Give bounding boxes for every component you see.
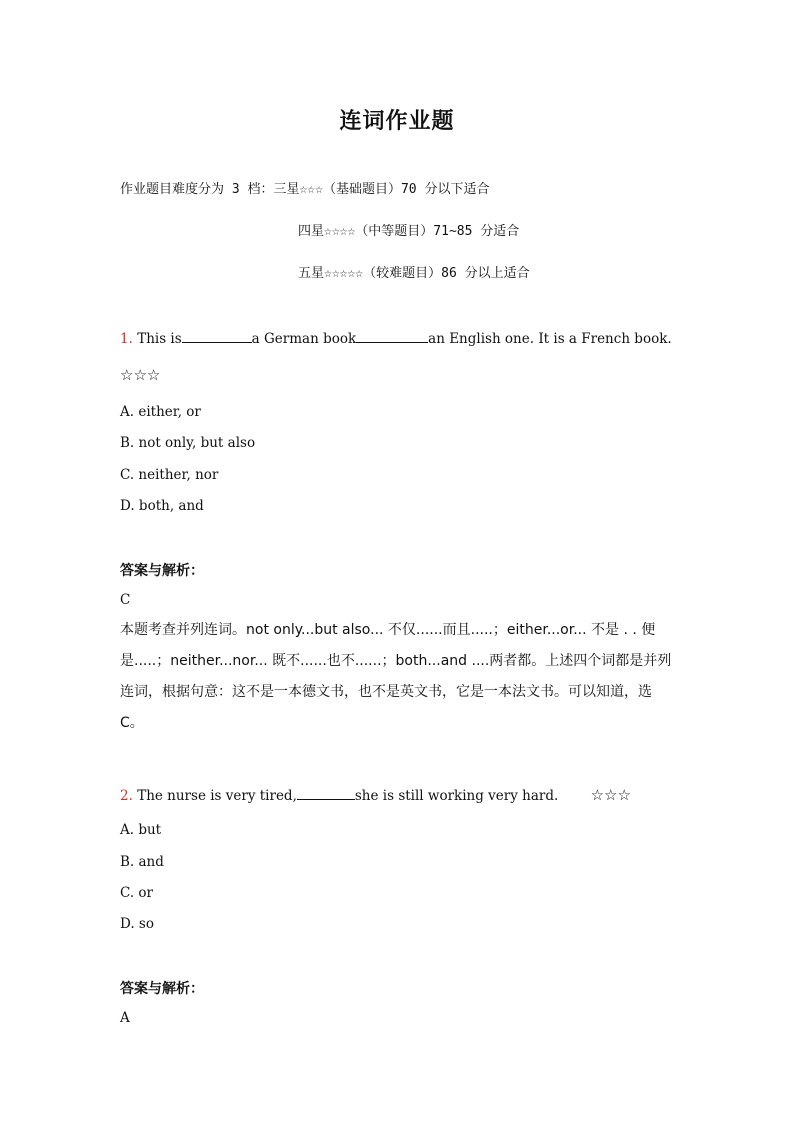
question-2 xyxy=(120,786,631,804)
question-2-answer-heading: 答案与解析： xyxy=(120,981,204,997)
question-1-explanation: 本题考查并列连词。not only...but also... 不仅......而且.....；either...or... 不是 . . 便是.....；neither...nor... 既不......也不......；both...and ....两者都。上述四个词都是并列连词，根据句意：这不是一本德文书，也不是英文书，它是一本法文书。可以知道，选 C。 xyxy=(120,622,672,731)
answer-blank xyxy=(356,330,428,343)
question-1-option-d: D. both, and xyxy=(120,498,204,514)
question-2-difficulty-stars: ☆☆☆ xyxy=(590,786,631,804)
answer-blank xyxy=(297,787,355,800)
difficulty-intro-line-1: 作业题目难度分为 3 档：三星☆☆☆（基础题目）70 分以下适合 xyxy=(120,182,490,197)
question-1-option-c: C. neither, nor xyxy=(120,467,219,483)
question-2-answer: A xyxy=(120,1010,130,1026)
question-1-number: 1. xyxy=(120,331,133,347)
page-title: 连词作业题 xyxy=(339,109,455,134)
question-1 xyxy=(120,330,672,347)
question-2-option-d: D. so xyxy=(120,916,154,932)
question-1-option-b: B. not only, but also xyxy=(120,435,256,451)
question-1-answer: C xyxy=(120,592,131,608)
question-1-text-b: a German book xyxy=(251,331,357,347)
question-1-option-a: A. either, or xyxy=(120,404,201,420)
difficulty-intro-line-3: 五星☆☆☆☆☆（较难题目）86 分以上适合 xyxy=(298,266,530,281)
answer-blank xyxy=(182,330,252,343)
question-2-option-c: C. or xyxy=(120,885,154,901)
question-2-text-a: The nurse is very tired, xyxy=(137,788,297,804)
question-1-difficulty-stars: ☆☆☆ xyxy=(120,366,161,384)
question-2-text-b: she is still working very hard. xyxy=(354,788,559,804)
difficulty-intro-line-2: 四星☆☆☆☆（中等题目）71~85 分适合 xyxy=(298,224,520,239)
question-1-text-a: This is xyxy=(137,331,182,347)
question-1-answer-heading: 答案与解析： xyxy=(120,563,204,579)
question-2-option-b: B. and xyxy=(120,854,164,870)
question-1-text-c: an English one. It is a French book. xyxy=(428,331,672,347)
question-2-number: 2. xyxy=(120,788,133,804)
question-2-option-a: A. but xyxy=(120,822,162,838)
